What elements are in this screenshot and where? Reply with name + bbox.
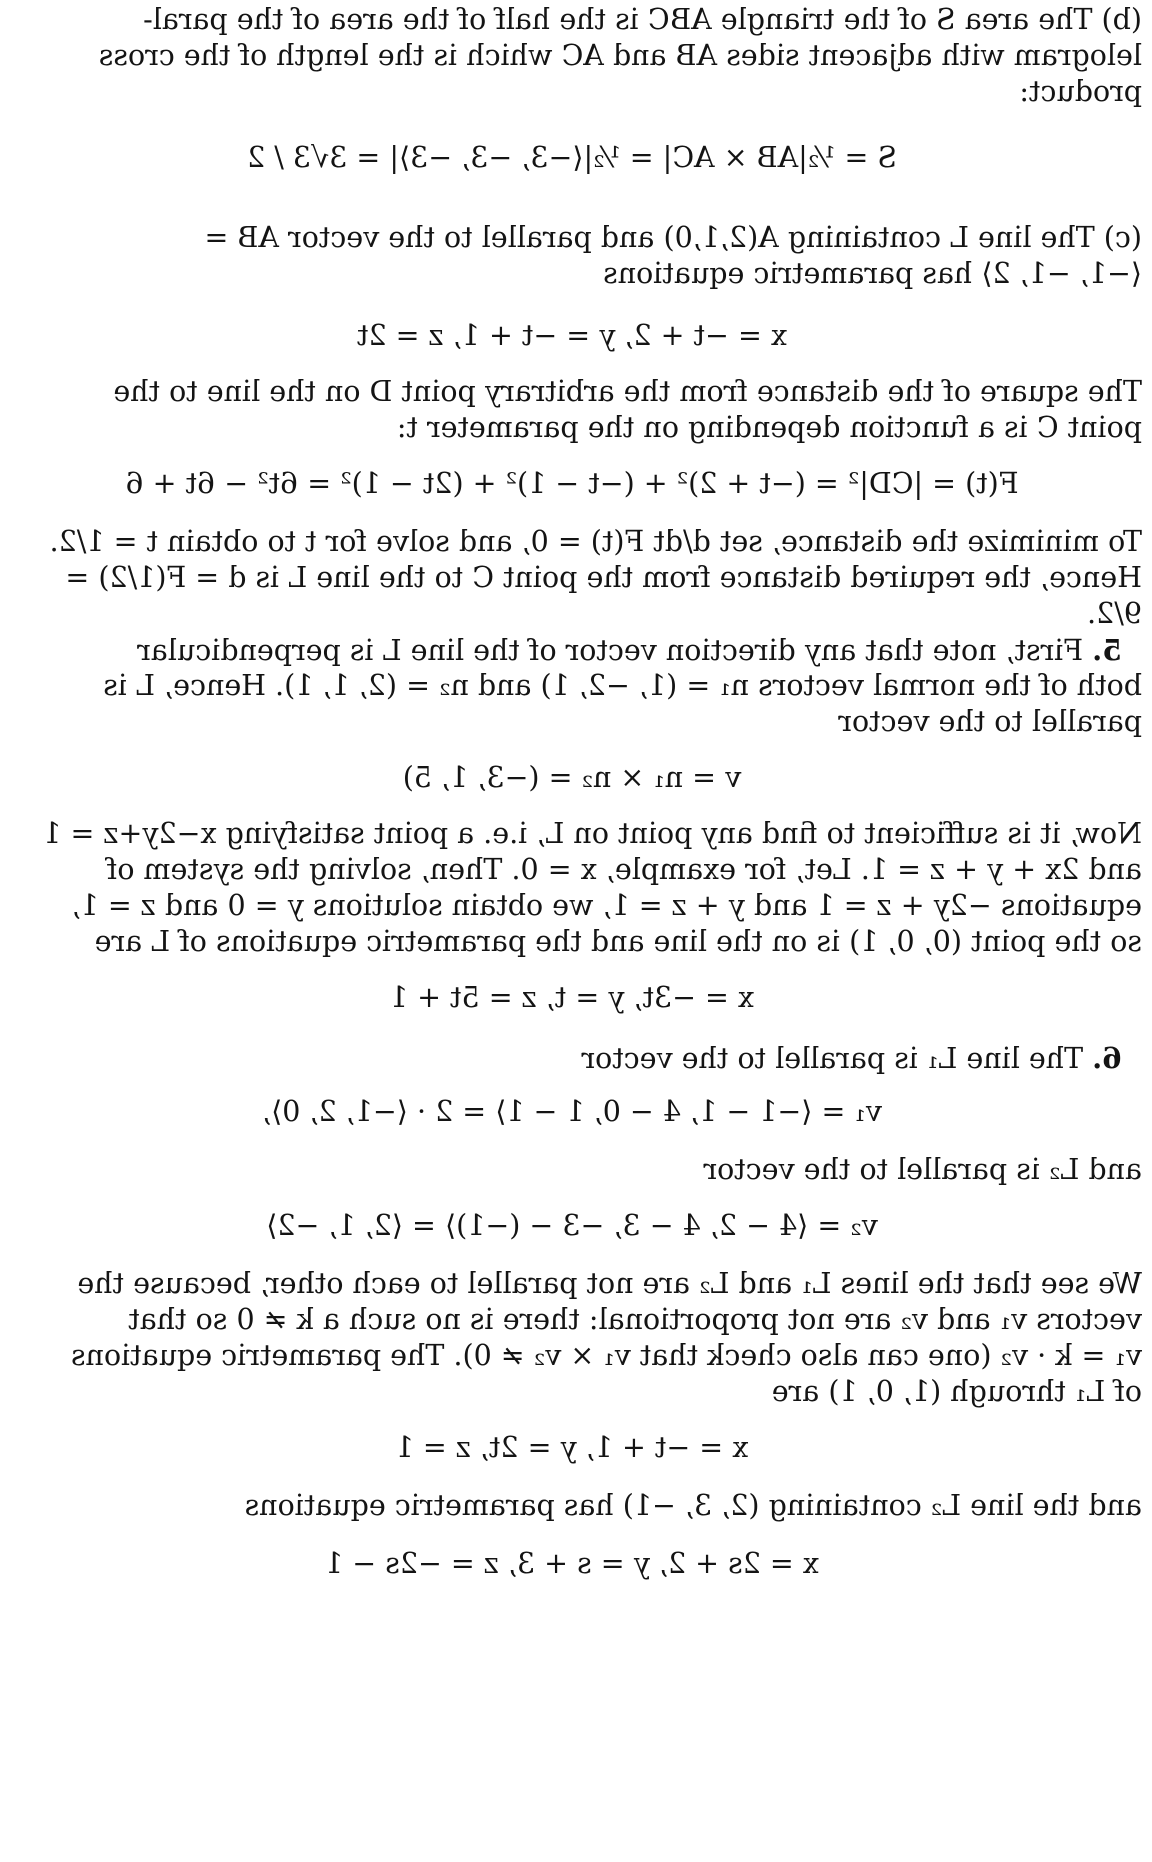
equation: F(t) = |CD|² = (−t + 2)² + (−t − 1)² + (2t − 1)² = 6t² − 6t + 6: [125, 467, 1019, 500]
equation: v₁ = ⟨−1 − 1, 4 − 0, 1 − 1⟩ = 2 · ⟨−1, 2, 0⟩,: [262, 1095, 882, 1128]
equation: v = n₁ × n₂ = (−3, 1, 5): [402, 761, 742, 794]
text-line: of L₁ through (1, 0, 1) are: [771, 1375, 1142, 1408]
text-line: Hence, the required distance from the point C to the line L is d = F(1/2) =: [65, 561, 1142, 594]
text-line: product:: [1019, 75, 1142, 108]
text-line: ⟨−1, −1, 2⟩ has parametric equations: [603, 257, 1142, 290]
equation: x = −t + 1, y = 2t, z = 1: [395, 1431, 749, 1464]
equation: v₂ = ⟨4 − 2, 4 − 3, −3 − (−1)⟩ = ⟨2, 1, −2⟩: [266, 1209, 878, 1242]
text-line: equations −2y + z = 1 and y + z = 1, we obtain solutions y = 0 and z = 1,: [71, 889, 1142, 922]
text-line: (b) The area S of the triangle ABC is the half of the area of the paral-: [143, 3, 1142, 36]
equation: x = −3t, y = t, z = 5t + 1: [389, 981, 755, 1014]
problem-number: 6.: [1092, 1041, 1122, 1075]
text-line: lelogram with adjacent sides AB and AC which is the length of the cross: [98, 39, 1142, 72]
equation: S = ½|AB × AC| = ½|⟨−3, −3, −3⟩| = 3√3 / 2: [247, 141, 897, 174]
equation: x = 2s + 2, y = s + 3, z = −2s − 1: [325, 1547, 819, 1580]
text-line: We see that the lines L₁ and L₂ are not parallel to each other, because the: [77, 1267, 1142, 1300]
text-line: and 2x + y + z = 1. Let, for example, x = 0. Then, solving the system of: [106, 853, 1142, 886]
text-line: (c) The line L containing A(2,1,0) and parallel to the vector AB =: [204, 221, 1142, 254]
text-line: 5. First, note that any direction vector of the line L is perpendicular: [137, 633, 1122, 667]
text-line: 6. The line L₁ is parallel to the vector: [581, 1041, 1122, 1075]
text-line: v₁ = k · v₂ (one can also check that v₁ × v₂ ≠ 0). The parametric equations: [70, 1339, 1142, 1372]
text-line: 9/2.: [1087, 597, 1142, 630]
text-line: parallel to the vector: [838, 705, 1142, 738]
text-line: and L₂ is parallel to the vector: [703, 1153, 1142, 1186]
equation: x = −t + 2, y = −t + 1, z = 2t: [357, 319, 787, 352]
text-line: and the line L₂ containing (2, 3, −1) has parametric equations: [244, 1489, 1142, 1522]
text-line: vectors v₁ and v₂ are not proportional: there is no such a k ≠ 0 so that: [128, 1303, 1142, 1336]
text-line: Now, it is sufficient to find any point on L, i.e. a point satisfying x−2y+z = 1: [43, 817, 1142, 850]
problem-number: 5.: [1092, 633, 1122, 667]
text-line: To minimize the distance, set d/dt F(t) = 0, and solve for t to obtain t = 1/2.: [49, 525, 1142, 558]
text-line: The square of the distance from the arbitrary point D on the line to the: [113, 375, 1142, 408]
text-line: both of the normal vectors n₁ = (1, −2, 1) and n₂ = (2, 1, 1). Hence, L is: [103, 669, 1142, 702]
text-line: point C is a function depending on the parameter t:: [396, 411, 1142, 444]
text-line: so the point (0, 0, 1) is on the line and the parametric equations of L are: [94, 925, 1142, 958]
